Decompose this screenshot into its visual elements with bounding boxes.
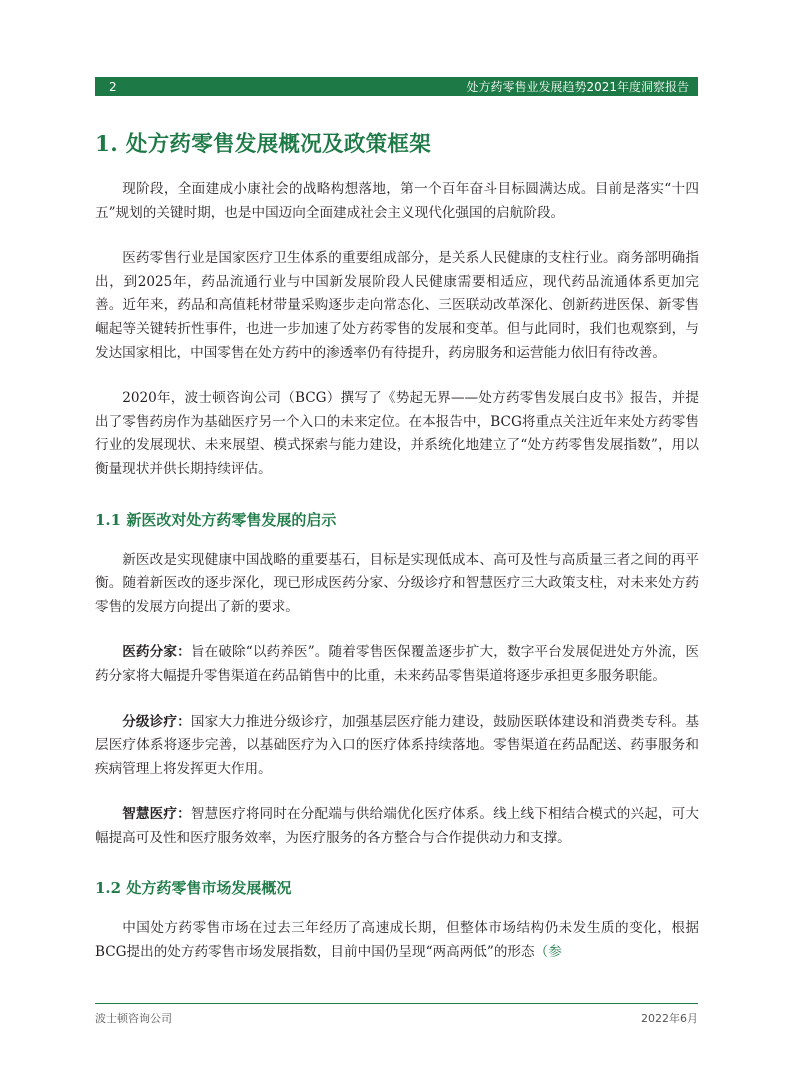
policy-pillar-label: 分级诊疗： — [122, 713, 191, 730]
footer-divider — [95, 1003, 698, 1004]
page-content — [95, 128, 699, 987]
policy-pillar-text: 旨在破除“以药养医”。随着零售医保覆盖逐步扩大，数字平台发展促进处方外流，医药分家将大幅提升零售渠道在药品销售中的比重，未来药品零售渠道将逐步承担更多服务职能。 — [95, 644, 699, 684]
policy-pillar-item — [95, 711, 699, 782]
policy-pillar-item — [95, 803, 699, 850]
page-footer — [95, 1010, 698, 1026]
section-1-paragraph: 医药零售行业是国家医疗卫生体系的重要组成部分，是关系人民健康的支柱行业。商务部明确指出，到2025年，药品流通行业与中国新发展阶段人民健康需要相适应，现代药品流通体系更加完善。近年来，药品和高值耗材带量采购逐步走向常态化、三医联动改革深化、创新药进医保、新零售崛起等关键转折性事件，也进一步加速了处方药零售的发展和变革。但与此同时，我们也观察到，与发达国家相比，中国零售在处方药中的渗透率仍有待提升，药房服务和运营能力依旧有待改善。 — [95, 250, 699, 361]
figure-reference-link[interactable]: （参 — [534, 944, 562, 961]
section-1-paragraph: 2020年，波士顿咨询公司（BCG）撰写了《势起无界——处方药零售发展白皮书》报告，并提出了零售药房作为基础医疗另一个入口的未来定位。在本报告中，BCG将重点关注近年来处方药零售行业的发展现状、未来展望、模式探索与能力建设，并系统化地建立了“处方药零售发展指数”，用以衡量现状并供长期持续评估。 — [95, 390, 699, 477]
page-header — [95, 77, 698, 96]
report-title: 处方药零售业发展趋势2021年度洞察报告 — [466, 80, 689, 94]
section-1-heading: 1. 处方药零售发展概况及政策框架 — [95, 132, 432, 157]
section-1-2-heading: 1.2 处方药零售市场发展概况 — [95, 879, 292, 898]
section-1-2-paragraph — [95, 917, 699, 964]
section-1-paragraph: 现阶段，全面建成小康社会的战略构想落地，第一个百年奋斗目标圆满达成。目前是落实“十四五”规划的关键时期，也是中国迈向全面建成社会主义现代化强国的启航阶段。 — [95, 181, 699, 221]
policy-pillar-label: 医药分家： — [122, 644, 191, 661]
policy-pillar-label: 智慧医疗： — [122, 806, 191, 823]
footer-date: 2022年6月 — [641, 1012, 698, 1025]
policy-pillar-item — [95, 641, 699, 688]
section-1-1-intro: 新医改是实现健康中国战略的重要基石，目标是实现低成本、高可及性与高质量三者之间的再平衡。随着新医改的逐步深化，现已形成医药分家、分级诊疗和智慧医疗三大政策支柱，对未来处方药零售的发展方向提出了新的要求。 — [95, 551, 699, 615]
section-1-1-heading: 1.1 新医改对处方药零售发展的启示 — [95, 510, 337, 529]
policy-pillar-text: 国家大力推进分级诊疗，加强基层医疗能力建设，鼓励医联体建设和消费类专科。基层医疗体系将逐步完善，以基础医疗为入口的医疗体系持续落地。零售渠道在药品配送、药事服务和疾病管理上将发挥更大作用。 — [95, 713, 699, 777]
page-number: 2 — [109, 79, 117, 94]
policy-pillar-text: 智慧医疗将同时在分配端与供给端优化医疗体系。线上线下相结合模式的兴起，可大幅提高可及性和医疗服务效率，为医疗服务的各方整合与合作提供动力和支撑。 — [95, 806, 699, 846]
section-1-2-text: 中国处方药零售市场在过去三年经历了高速成长期，但整体市场结构仍未发生质的变化，根据BCG提出的处方药零售市场发展指数，目前中国仍呈现“两高两低”的形态 — [95, 920, 699, 961]
footer-company: 波士顿咨询公司 — [95, 1012, 172, 1025]
